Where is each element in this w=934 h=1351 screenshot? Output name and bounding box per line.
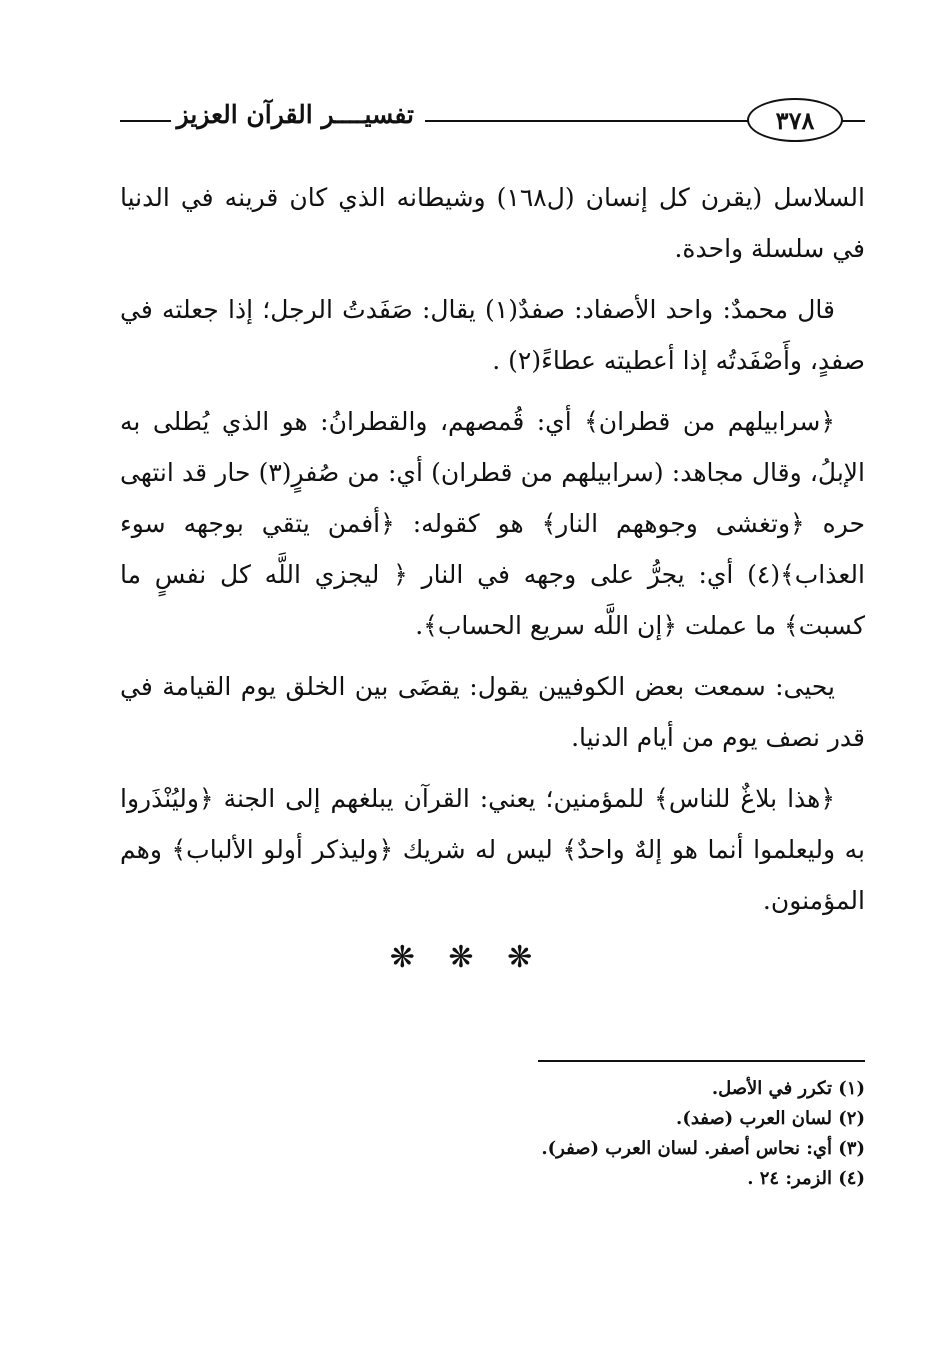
running-title: تفسيــــر القرآن العزيز (171, 100, 420, 129)
paragraph: ﴿سرابيلهم من قطران﴾ أي: قُمصهم، والقطرانُ: هو الذي يُطلى به الإبلُ، وقال مجاهد: (سرابيلهم من قطران) أي: من صُفرٍ(٣) حار قد انتهى حره ﴿وتغشى وجوههم النار﴾ هو كقوله: ﴿أفمن يتقي بوجهه سوء العذاب﴾(٤) أي: يجرُّ على وجهه في النار ﴿ ليجزي اللَّه كل نفسٍ ما كسبت﴾ ما عملت ﴿إن اللَّه سريع الحساب﴾. (120, 407, 866, 640)
footnote: (٢) لسان العرب (صفد). (676, 1108, 865, 1129)
paragraph: قال محمدٌ: واحد الأصفاد: صفدٌ(١) يقال: صَفَدتُ الرجل؛ إذا جعلته في صفدٍ، وأَصْفَدتُه إذا أعطيته عطاءً(٢) . (120, 295, 865, 375)
paragraph: ﴿هذا بلاغٌ للناس﴾ للمؤمنين؛ يعني: القرآن يبلغهم إلى الجنة ﴿وليُنْذَروا به وليعلموا أنما هو إلهٌ واحدٌ﴾ ليس له شريك ﴿وليذكر أولو الألباب﴾ وهم المؤمنون. (120, 784, 865, 915)
page-header (120, 92, 865, 140)
section-separator: ❋ ❋ ❋ (389, 940, 545, 975)
main-text (120, 172, 865, 936)
footnote: (٣) أي: نحاس أصفر. لسان العرب (صفر). (541, 1138, 865, 1159)
paragraph: السلاسل (يقرن كل إنسان (ل١٦٨) وشيطانه الذي كان قرينه في الدنيا في سلسلة واحدة. (120, 183, 865, 263)
page-number: ٣٧٨ (775, 105, 815, 135)
page-number-badge (747, 98, 843, 142)
footnote-rule (538, 1060, 865, 1062)
paragraph: يحيى: سمعت بعض الكوفيين يقول: يقضَى بين الخلق يوم القيامة في قدر نصف يوم من أيام الدنيا. (120, 672, 865, 752)
footnotes (300, 1074, 865, 1194)
footnote: (١) تكرر في الأصل. (711, 1078, 865, 1099)
footnote: (٤) الزمر: ٢٤ . (747, 1168, 865, 1189)
header-rule-middle (425, 120, 750, 122)
